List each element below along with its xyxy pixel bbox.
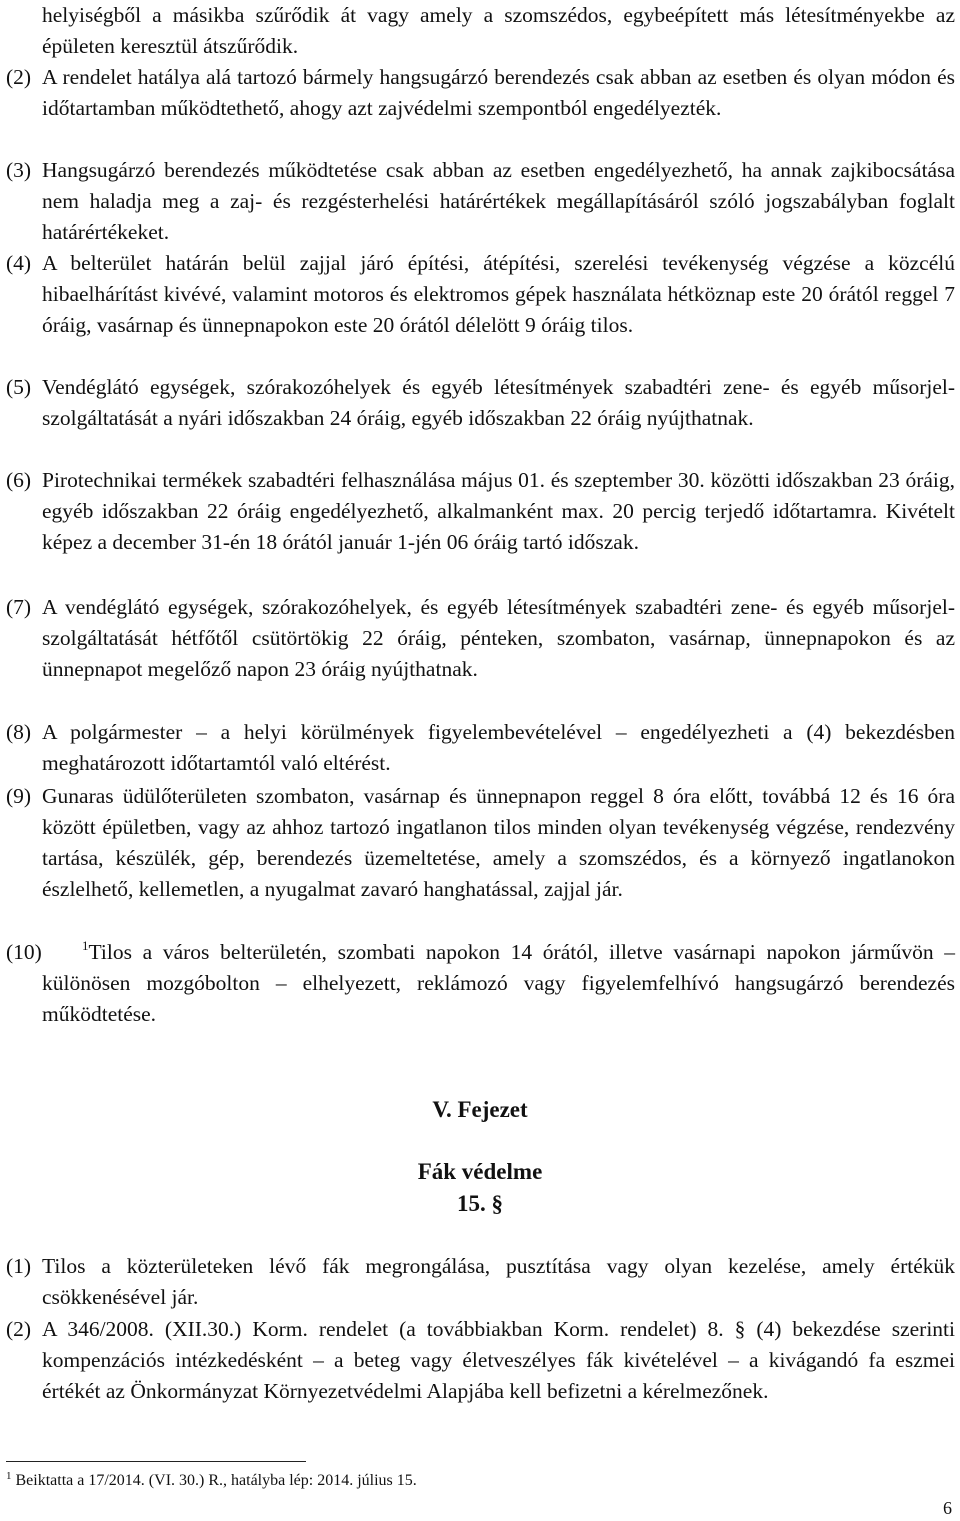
footnote-marker: 1 xyxy=(6,1470,12,1482)
paragraph-text: A vendéglátó egységek, szórakozóhelyek, és egyéb létesítmények szabadtéri zene- és egyéb műsorjel-szolgáltatását hétfőtől csütörtökig 22 óráig, pénteken, szombaton, vasárnap, ünnepnapokon és az ünnepnapot megelőző napon 23 óráig nyújthatnak. xyxy=(42,595,955,681)
paragraph-text: Tilos a közterületeken lévő fák megrongálása, pusztítása vagy olyan kezelése, amely értékük csökkenésével jár. xyxy=(42,1254,955,1309)
paragraph-7 xyxy=(6,592,955,685)
footnote xyxy=(6,1470,417,1492)
paragraph-2 xyxy=(6,62,955,124)
page-number: 6 xyxy=(943,1498,952,1518)
paragraph-text: Hangsugárzó berendezés működtetése csak abban az esetben engedélyezhető, ha annak zajkibocsátása nem haladja meg a zaj- és rezgésterhelési határértékek megállapításáról szóló jogszabályban foglalt határértékeket. xyxy=(42,158,955,244)
footnote-reference[interactable]: 1 xyxy=(82,938,89,953)
paragraph-number: (5) xyxy=(6,375,32,399)
section15-paragraph-2 xyxy=(6,1314,955,1407)
footnote-text: Beiktatta a 17/2014. (VI. 30.) R., hatályba lép: 2014. július 15. xyxy=(15,1472,417,1489)
paragraph-text: A 346/2008. (XII.30.) Korm. rendelet (a továbbiakban Korm. rendelet) 8. § (4) bekezdése szerinti kompenzációs intézkedésként – a beteg vagy életveszélyes fák kivételével – a kivágandó fa eszmei értékét az Önkormányzat Környezetvédelmi Alapjába kell befizetni a kérelmezőnek. xyxy=(42,1317,955,1403)
paragraph-number: (7) xyxy=(6,595,32,619)
paragraph-10-text: Tilos a város belterületén, szombati napokon 14 órától, illetve vasárnapi napokon járművön – különösen mozgóbolton – elhelyezett, reklámozó vagy figyelemfelhívó hangsugárzó berendezés működtetése. xyxy=(42,940,955,1026)
paragraph-number: (4) xyxy=(6,251,32,275)
section15-paragraph-1 xyxy=(6,1251,955,1313)
paragraph-number: (8) xyxy=(6,720,32,744)
footnote-separator xyxy=(6,1461,306,1462)
paragraph-number: (6) xyxy=(6,468,32,492)
chapter-heading: V. Fejezet xyxy=(432,1097,528,1122)
chapter-title: Fák védelme xyxy=(417,1159,543,1184)
paragraph-number: (9) xyxy=(6,784,32,808)
paragraph-10 xyxy=(6,937,955,1030)
paragraph-text: Gunaras üdülőterületen szombaton, vasárnap és ünnepnapon reggel 8 óra előtt, továbbá 12 és 16 óra között épületben, vagy az ahhoz tartozó ingatlanon tilos minden olyan tevékenység végzése, rendezvény tartása, készülék, gép, berendezés üzemeltetése, amely a szomszédos, és a környező ingatlanokon észlelhető, kellemetlen, a nyugalmat zavaró hanghatással, zajjal jár. xyxy=(42,784,955,901)
paragraph-number: (3) xyxy=(6,158,32,182)
continued-paragraph xyxy=(6,0,955,62)
paragraph-number: (10) xyxy=(6,940,42,964)
paragraph-number: (1) xyxy=(6,1254,32,1278)
section-number: 15. § xyxy=(457,1191,503,1216)
paragraph-number: (2) xyxy=(6,1317,32,1341)
paragraph-text: Pirotechnikai termékek szabadtéri felhasználása május 01. és szeptember 30. közötti időszakban 23 óráig, egyéb időszakban 22 óráig engedélyezhető, alkalmanként max. 20 percig terjedő időtartamra. Kivételt képez a december 31-én 18 órától január 1-jén 06 óráig tartó időszak. xyxy=(42,468,955,554)
paragraph-3 xyxy=(6,155,955,248)
paragraph-number: (2) xyxy=(6,65,32,89)
paragraph-4 xyxy=(6,248,955,341)
paragraph-text xyxy=(6,937,955,1030)
paragraph-5 xyxy=(6,372,955,434)
paragraph-6 xyxy=(6,465,955,558)
paragraph-text: helyiségből a másikba szűrődik át vagy amely a szomszédos, egybeépített más létesítményekbe az épületen keresztül átszűrődik. xyxy=(42,3,955,58)
paragraph-text: A rendelet hatálya alá tartozó bármely hangsugárzó berendezés csak abban az esetben és olyan módon és időtartamban működtethető, ahogy azt zajvédelmi szempontból engedélyezték. xyxy=(42,65,955,120)
paragraph-text: Vendéglátó egységek, szórakozóhelyek és egyéb létesítmények szabadtéri zene- és egyéb műsorjel-szolgáltatását a nyári időszakban 24 óráig, egyéb időszakban 22 óráig nyújthatnak. xyxy=(42,375,955,430)
paragraph-text: A polgármester – a helyi körülmények figyelembevételével – engedélyezheti a (4) bekezdésben meghatározott időtartamtól való eltérést. xyxy=(42,720,955,775)
paragraph-8 xyxy=(6,717,955,779)
paragraph-9 xyxy=(6,781,955,905)
paragraph-text: A belterület határán belül zajjal járó építési, átépítési, szerelési tevékenység végzése a közcélú hibaelhárítást kivévé, valamint motoros és elektromos gépek használata hétköznap este 20 órától reggel 7 óráig, vasárnap és ünnepnapokon este 20 órától délelött 9 óráig tilos. xyxy=(42,251,955,337)
